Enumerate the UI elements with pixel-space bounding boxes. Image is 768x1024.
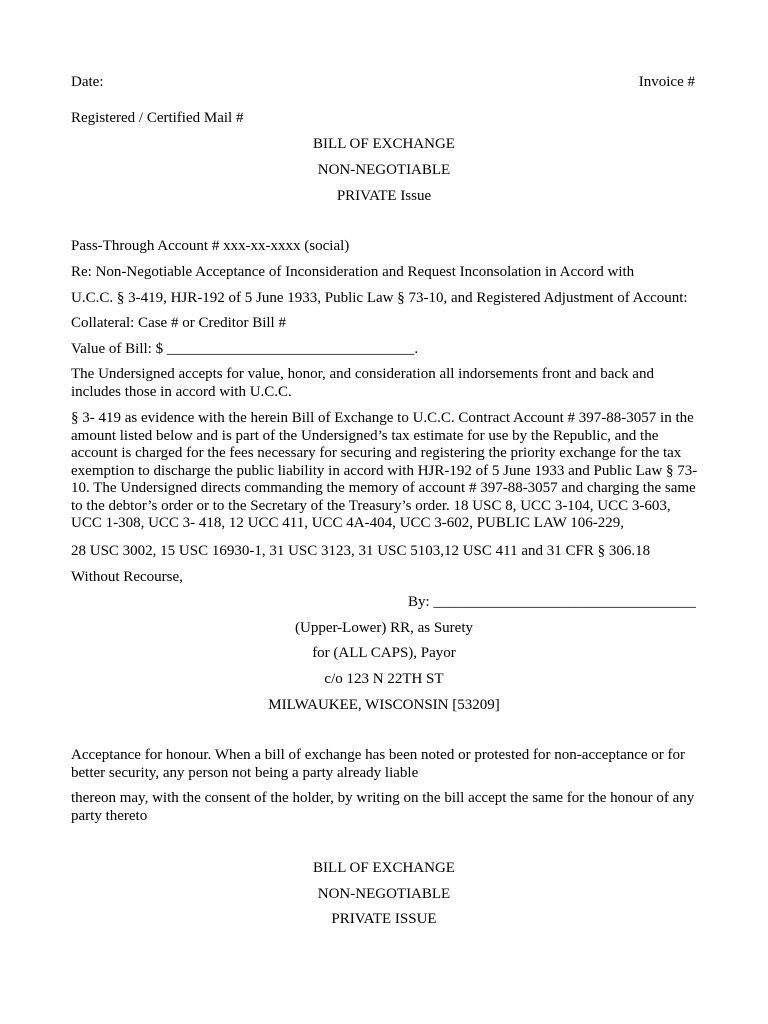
re-line: Re: Non-Negotiable Acceptance of Inconsideration and Request Inconsolation in Accord with bbox=[71, 264, 635, 280]
honour-consent-paragraph: thereon may, with the consent of the holder, by writing on the bill accept the same for the honour of any party thereto bbox=[71, 790, 695, 824]
value-of-bill-line: Value of Bill: $ _________________________________. bbox=[71, 341, 419, 357]
evidence-paragraph: § 3- 419 as evidence with the herein Bill of Exchange to U.C.C. Contract Account # 397-88-3057 in the amount listed below and is part of the Undersigned’s tax estimate for use by the Republic, and the account is charged for the fees necessary for securing and registering the priority exchange for the tax exemption to discharge the public liability in accord with HJR-192 of 5 June 1933 and Public Law § 73-10. The Undersigned directs commanding the memory of account # 397-88-3057 and charging the same to the debtor’s order or to the Secretary of the Treasury’s order. 18 USC 8, UCC 3-104, UCC 3-603, UCC 1-308, UCC 3- 418, 12 UCC 411, UCC 4A-404, UCC 3-602, PUBLIC LAW 106-229, bbox=[71, 410, 698, 531]
certified-mail-label: Registered / Certified Mail # bbox=[71, 110, 244, 126]
surety-line: (Upper-Lower) RR, as Surety bbox=[295, 620, 473, 636]
acceptance-for-honour-paragraph: Acceptance for honour. When a bill of exchange has been noted or protested for non-acceptance or for better security, any person not being a party already liable bbox=[71, 747, 686, 781]
document-subtitle-private: PRIVATE Issue bbox=[336, 188, 432, 204]
footer-subtitle-non-negotiable: NON-NEGOTIABLE bbox=[317, 886, 451, 902]
document-subtitle-non-negotiable: NON-NEGOTIABLE bbox=[317, 162, 451, 178]
date-label: Date: bbox=[71, 74, 104, 90]
ucc-line: U.C.C. § 3-419, HJR-192 of 5 June 1933, Public Law § 73-10, and Registered Adjustment of Account: bbox=[71, 290, 688, 306]
footer-title: BILL OF EXCHANGE bbox=[313, 860, 455, 876]
invoice-label: Invoice # bbox=[638, 74, 695, 90]
payor-line: for (ALL CAPS), Payor bbox=[312, 645, 456, 661]
document-title: BILL OF EXCHANGE bbox=[313, 136, 455, 152]
account-line: Pass-Through Account # xxx-xx-xxxx (social) bbox=[71, 238, 350, 254]
signature-line: By: ___________________________________ bbox=[408, 594, 696, 610]
statute-line: 28 USC 3002, 15 USC 16930-1, 31 USC 3123, 31 USC 5103,12 USC 411 and 31 CFR § 306.18 bbox=[71, 543, 651, 559]
collateral-line: Collateral: Case # or Creditor Bill # bbox=[71, 315, 286, 331]
address-line-2: MILWAUKEE, WISCONSIN [53209] bbox=[268, 697, 500, 713]
address-line-1: c/o 123 N 22TH ST bbox=[324, 671, 444, 687]
acceptance-paragraph: The Undersigned accepts for value, honor, and consideration all indorsements front and back and includes those in accord with U.C.C. bbox=[71, 366, 654, 400]
footer-subtitle-private: PRIVATE ISSUE bbox=[331, 911, 437, 927]
without-recourse: Without Recourse, bbox=[71, 569, 183, 585]
